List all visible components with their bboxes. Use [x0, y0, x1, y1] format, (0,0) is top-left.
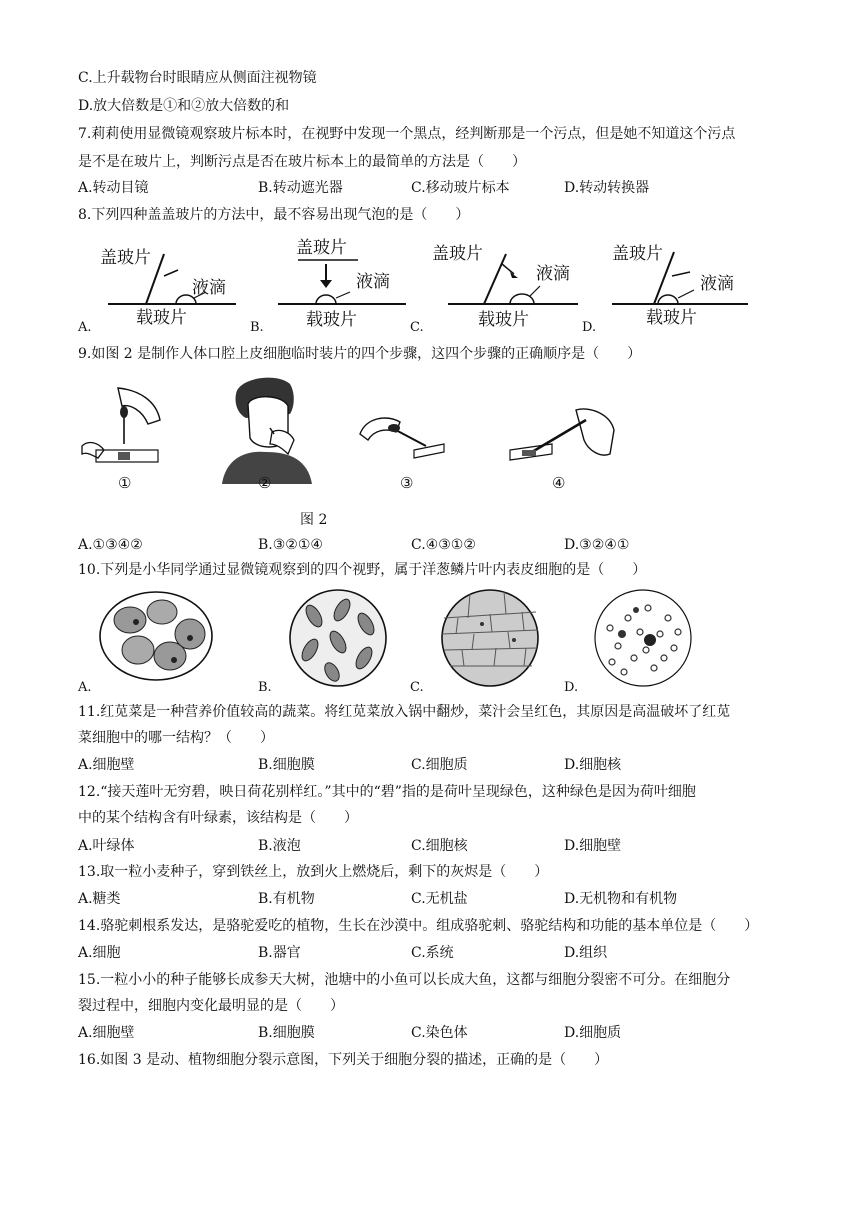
q10-letter-c: C.: [410, 680, 424, 695]
option-b: B.③②①④: [258, 537, 323, 553]
option-b: B.细胞膜: [258, 1025, 315, 1041]
q14-options: [78, 943, 778, 963]
q11-options: [78, 755, 778, 775]
step-label: ④: [552, 474, 566, 492]
option-d: D.转动转换器: [564, 180, 650, 196]
drop-label: 液滴: [356, 272, 390, 292]
cover-label: 盖玻片: [432, 244, 483, 264]
q14-stem: 14.骆驼刺根系发达，是骆驼爱吃的植物，生长在沙漠中。组成骆驼刺、骆驼结构和功能的基本单位是（ ）: [78, 918, 759, 934]
option-b: B.有机物: [258, 891, 315, 907]
q10-letter-a: A.: [78, 680, 92, 695]
option-a: A.①③④②: [78, 537, 143, 553]
option-a: A.糖类: [78, 891, 121, 907]
option-c: C.④③①②: [411, 537, 476, 553]
q10-view-c: [434, 588, 546, 688]
q9-stem: 9.如图 2 是制作人体口腔上皮细胞临时装片的四个步骤，这四个步骤的正确顺序是（ ）: [78, 346, 642, 362]
slide-label: 载玻片: [306, 310, 357, 330]
q9-step3-image: [356, 404, 446, 474]
slide-label: 载玻片: [646, 308, 697, 328]
option-b: B.细胞膜: [258, 757, 315, 773]
option-a: A.细胞: [78, 945, 121, 961]
cover-label: 盖玻片: [296, 238, 347, 258]
q10-view-d: [588, 588, 698, 688]
option-a: A.转动目镜: [78, 180, 149, 196]
q8-letter-b: B.: [250, 320, 264, 335]
q8-letter-a: A.: [78, 320, 92, 335]
q10-view-b: [282, 588, 394, 688]
q13-stem: 13.取一粒小麦种子，穿到铁丝上，放到火上燃烧后，剩下的灰烬是（ ）: [78, 864, 549, 880]
q7-stem: 7.莉莉使用显微镜观察玻片标本时，在视野中发现一个黑点，经判断那是一个污点，但是她不知道这个污点: [78, 126, 736, 142]
option-d: D.无机物和有机物: [564, 891, 678, 907]
q10-letter-b: B.: [258, 680, 272, 695]
step-label: ②: [258, 474, 272, 492]
option-d: D.细胞质: [564, 1025, 622, 1041]
q15-options: [78, 1023, 778, 1043]
q11-stem: 11.红苋菜是一种营养价值较高的蔬菜。将红苋菜放入锅中翻炒，菜汁会呈红色，其原因是高温破坏了红苋: [78, 704, 731, 720]
option-b: B.器官: [258, 945, 301, 961]
option-a: A.细胞壁: [78, 1025, 135, 1041]
q11-stem-cont: 菜细胞中的哪一结构？（ ）: [78, 730, 274, 746]
option-c: C.细胞核: [411, 838, 468, 854]
slide-label: 载玻片: [478, 310, 529, 330]
q7-options: [78, 178, 778, 198]
option-d: D.细胞核: [564, 757, 622, 773]
q9-step2-image: [216, 374, 316, 484]
q8-letter-c: C.: [410, 320, 424, 335]
option-d: D.③②④①: [564, 537, 630, 553]
q15-stem-cont: 裂过程中，细胞内变化最明显的是（ ）: [78, 998, 344, 1014]
option-c: C.系统: [411, 945, 454, 961]
q8-stem: 8.下列四种盖盖玻片的方法中，最不容易出现气泡的是（ ）: [78, 207, 470, 223]
cover-label: 盖玻片: [612, 244, 663, 264]
figure-caption: 图 2: [300, 512, 328, 528]
q16-stem: 16.如图 3 是动、植物细胞分裂示意图，下列关于细胞分裂的描述，正确的是（ ）: [78, 1052, 609, 1068]
cover-label: 盖玻片: [100, 248, 151, 268]
q12-options: [78, 836, 778, 856]
q10-view-a: [96, 588, 216, 684]
q9-step1-image: [78, 380, 168, 480]
q6-option-c: C.上升载物台时眼睛应从侧面注视物镜: [78, 70, 317, 86]
q7-stem-cont: 是不是在玻片上，判断污点是否在玻片标本上的最简单的方法是（ ）: [78, 154, 526, 170]
option-c: C.细胞质: [411, 757, 468, 773]
option-a: A.叶绿体: [78, 838, 135, 854]
option-b: B.转动遮光器: [258, 180, 343, 196]
option-c: C.无机盐: [411, 891, 468, 907]
drop-label: 液滴: [700, 274, 734, 294]
option-a: A.细胞壁: [78, 757, 135, 773]
option-c: C.移动玻片标本: [411, 180, 510, 196]
option-c: C.染色体: [411, 1025, 468, 1041]
q9-step4-image: [506, 400, 616, 472]
q9-options: [78, 535, 778, 555]
q6-option-d: D.放大倍数是①和②放大倍数的和: [78, 98, 290, 114]
q10-stem: 10.下列是小华同学通过显微镜观察到的四个视野，属于洋葱鳞片叶内表皮细胞的是（ ）: [78, 562, 647, 578]
q12-stem-cont: 中的某个结构含有叶绿素，该结构是（ ）: [78, 810, 358, 826]
q10-letter-d: D.: [564, 680, 579, 695]
drop-label: 液滴: [192, 278, 226, 298]
q12-stem: 12.“接天莲叶无穷碧，映日荷花别样红。”其中的“碧”指的是荷叶呈现绿色，这种绿色是因为荷叶细胞: [78, 784, 696, 800]
q15-stem: 15.一粒小小的种子能够长成参天大树，池塘中的小鱼可以长成大鱼，这都与细胞分裂密不可分。在细胞分: [78, 972, 731, 988]
step-label: ①: [118, 474, 132, 492]
q8-letter-d: D.: [582, 320, 597, 335]
drop-label: 液滴: [536, 264, 570, 284]
option-d: D.细胞壁: [564, 838, 622, 854]
q13-options: [78, 889, 778, 909]
option-d: D.组织: [564, 945, 608, 961]
step-label: ③: [400, 474, 414, 492]
slide-label: 载玻片: [136, 308, 187, 328]
option-b: B.液泡: [258, 838, 301, 854]
